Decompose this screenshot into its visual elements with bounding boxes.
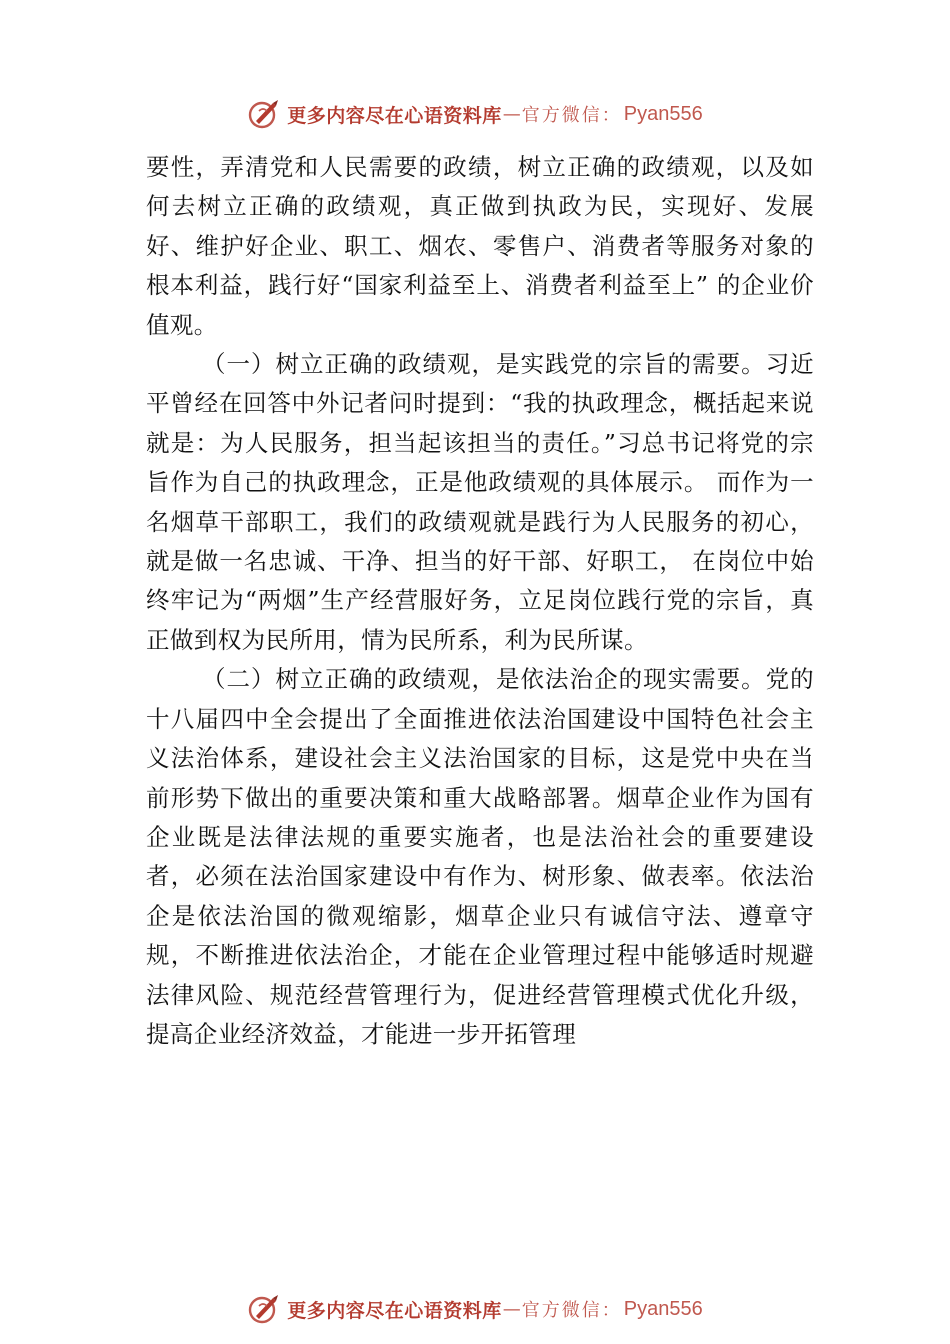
header-watermark <box>0 94 950 134</box>
watermark-dash: — <box>502 103 521 125</box>
watermark-dash: — <box>502 1298 521 1320</box>
paragraph: （二）树立正确的政绩观，是依法治企的现实需要。党的十八届四中全会提出了全面推进依法治国建设中国特色社会主义法治体系，建设社会主义法治国家的目标，这是党中央在当前形势下做出的重要决策和重大战略部署。烟草企业作为国有企业既是法律法规的重要实施者，也是法治社会的重要建设者，必须在法治国家建设中有作为、树形象、做表率。依法治企是依法治国的微观缩影，烟草企业只有诚信守法、遵章守规，不断推进依法治企，才能在企业管理过程中能够适时规避法律风险、规范经营管理行为，促进经营管理模式优化升级，提高企业经济效益，才能进一步开拓管理 <box>146 665 814 1048</box>
quill-seal-icon <box>247 97 281 131</box>
footer-watermark <box>0 1289 950 1329</box>
watermark-official-label: 官方微信： <box>521 105 622 126</box>
document-body <box>146 148 814 1054</box>
quill-seal-icon <box>247 1292 281 1326</box>
watermark-wechat-id: Pyan556 <box>623 1297 703 1320</box>
paragraph: 要性，弄清党和人民需要的政绩，树立正确的政绩观，以及如何去树立正确的政绩观，真正做到执政为民，实现好、发展好、维护好企业、职工、烟农、零售户、消费者等服务对象的根本利益，践行好“国家利益至上、消费者利益至上” 的企业价值观。 <box>146 153 814 339</box>
watermark-official-label: 官方微信： <box>521 1300 622 1321</box>
watermark-brand: 更多内容尽在心语资料库 <box>287 104 502 127</box>
paragraph: （一）树立正确的政绩观，是实践党的宗旨的需要。习近平曾经在回答中外记者问时提到：“我的执政理念，概括起来说就是：为人民服务，担当起该担当的责任。”习总书记将党的宗旨作为自己的执政理念，正是他政绩观的具体展示。 而作为一名烟草干部职工，我们的政绩观就是践行为人民服务的初心，就是做一名忠诚、干净、担当的好干部、好职工， 在岗位中始终牢记为“两烟”生产经营服好务，立足岗位践行党的宗旨，真正做到权为民所用，情为民所系，利为民所谋。 <box>146 350 814 654</box>
watermark-wechat-id: Pyan556 <box>623 102 703 125</box>
watermark-brand: 更多内容尽在心语资料库 <box>287 1299 502 1322</box>
